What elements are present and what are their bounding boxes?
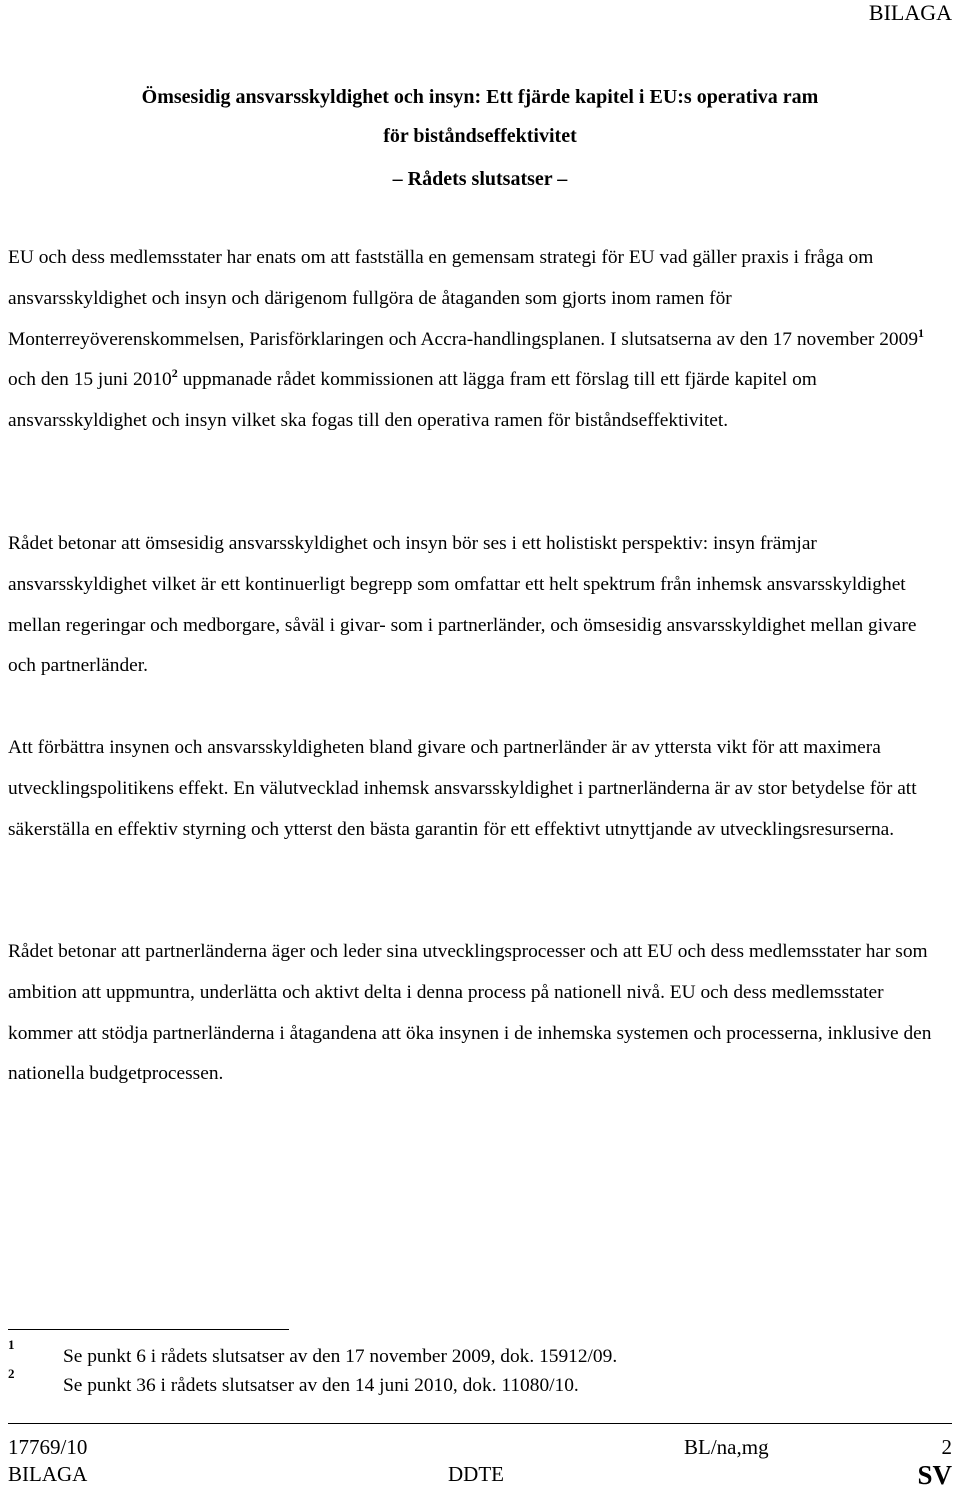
footnote-2-text: Se punkt 36 i rådets slutsatser av den 14 juni 2010, dok. 11080/10.	[63, 1375, 579, 1396]
paragraph-1-text-b: och den 15 juni 2010	[8, 369, 172, 391]
document-subtitle: – Rådets slutsatser –	[392, 168, 568, 190]
footer-page-number: 2	[941, 1435, 952, 1459]
document-title-line-2: för biståndseffektivitet	[383, 125, 577, 147]
footer-separator	[8, 1423, 952, 1424]
paragraph-3: Att förbättra insynen och ansvarsskyldigheten bland givare och partnerländer är av yttersta vikt för att maximera utvecklingspolitikens effekt. En välutvecklad inhemsk ansvarsskyldighet i partnerländerna är av stor betydelse för att säkerställa en effektiv styrning och ytterst den bästa garantin för ett effektivt utnyttjande av utvecklingsresurserna.	[8, 737, 917, 840]
paragraph-1-text-c: uppmanade rådet kommissionen att lägga fram ett förslag till ett fjärde kapitel om ansvarsskyldighet och insyn vilket ska fogas till den operativa ramen för biståndseffektivitet.	[8, 369, 817, 432]
footer-language-code: SV	[917, 1460, 952, 1490]
paragraph-1	[8, 238, 948, 442]
footnote-ref-2: 2	[171, 366, 178, 381]
footnote-separator	[8, 1329, 289, 1330]
footer-department: DDTE	[448, 1462, 504, 1486]
footnote-1-number: 1	[8, 1337, 15, 1352]
footnote-1-text: Se punkt 6 i rådets slutsatser av den 17 november 2009, dok. 15912/09.	[63, 1346, 618, 1367]
header-annex-label: BILAGA	[868, 0, 952, 25]
footnote-ref-1: 1	[918, 325, 925, 340]
footer-doc-number: 17769/10	[8, 1435, 88, 1459]
document-title-line-1: Ömsesidig ansvarsskyldighet och insyn: Ett fjärde kapitel i EU:s operativa ram	[141, 86, 819, 108]
footnote-2-number: 2	[8, 1366, 15, 1381]
paragraph-4: Rådet betonar att partnerländerna äger och leder sina utvecklingsprocesser och att EU och dess medlemsstater har som ambition att uppmuntra, underlätta och aktivt delta i denna process på nationell nivå. EU och dess medlemsstater kommer att stödja partnerländerna i åtagandena att öka insynen i de inhemska systemen och processerna, inklusive den nationella budgetprocessen.	[8, 941, 932, 1085]
paragraph-1-text-a: EU och dess medlemsstater har enats om att fastställa en gemensam strategi för EU vad gäller praxis i fråga om ansvarsskyldighet och insyn och därigenom fullgöra de åtaganden som gjorts inom ramen för Monterreyöverenskommelsen, Parisförklaringen och Accra-handlingsplanen. I slutsatserna av den 17 november 2009	[8, 247, 919, 350]
paragraph-2: Rådet betonar att ömsesidig ansvarsskyldighet och insyn bör ses i ett holistiskt perspektiv: insyn främjar ansvarsskyldighet vilket är ett kontinuerligt begrepp som omfattar ett helt spektrum från inhemsk ansvarsskyldighet mellan regeringar och medborgare, såväl i givar- som i partnerländer, och ömsesidig ansvarsskyldighet mellan givare och partnerländer.	[8, 533, 917, 677]
footer-annex-label: BILAGA	[8, 1462, 88, 1486]
footer-reference: BL/na,mg	[684, 1435, 769, 1459]
